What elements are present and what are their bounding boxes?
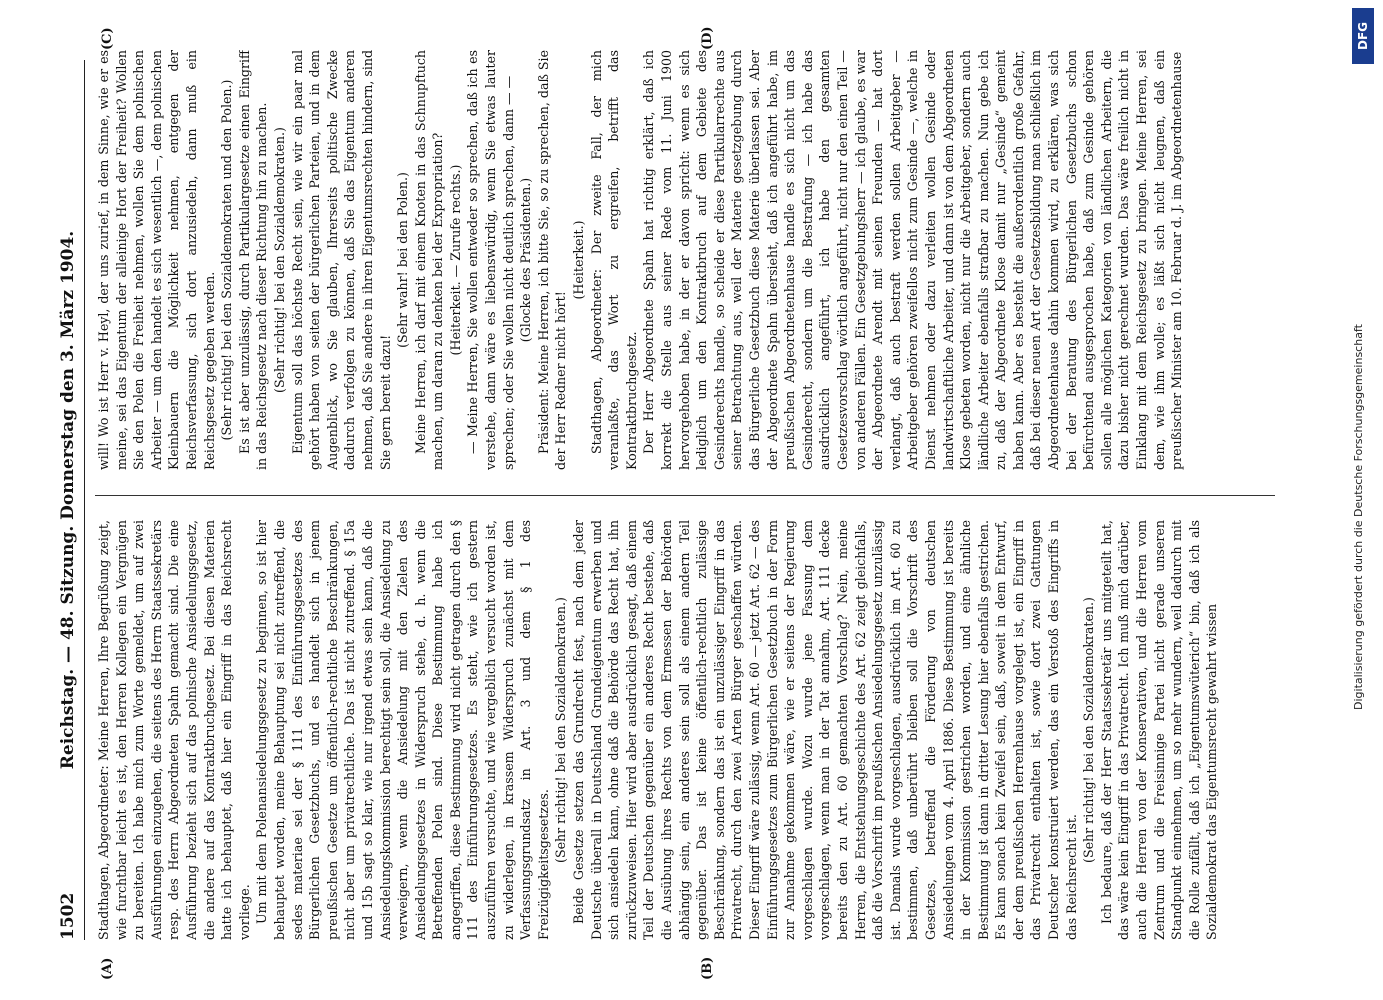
margin-marker-c: (C) [100, 27, 115, 50]
page-number: 1502 [58, 892, 78, 940]
dfg-logo-text: DFG [1356, 22, 1370, 51]
interjection: (Sehr richtig! bei den Sozialdemokraten.) [271, 127, 287, 393]
digitization-note [1352, 70, 1374, 710]
column-rule [95, 495, 1275, 496]
paragraph: Stadthagen, Abgeordneter: Meine Herren, Ihre Begrüßung zeigt, wie furchtbar leicht es ist, den Herren Kollegen ein Vergnügen zu bereiten. Ich habe mich zum Worte gemeldet, um auf zwei Ausführungen einzugehen, die seitens des Herrn Staatssekretärs resp. des Herrn Abgeordneten Spahn gemacht sind. Die eine Ausführung bezieht sich auf das polnische Ansiedelungsgesetz, die andere auf das Kontraktbruchgesetz. Bei diesen Materien hatte ich behauptet, daß hier ein Eingriff in das Reichsrecht vorliege. [96, 520, 252, 940]
margin-marker-b: (B) [700, 956, 715, 980]
paragraph: Ich bedaure, daß der Herr Staatssekretär uns mitgeteilt hat, das wäre kein Eingriff in das Privatrecht. Ich muß mich darüber, auch die Herren von der Konservativen, und die Herren vom Zentrum und die Freisinnige Partei nicht gerade unseren Standpunkt einnehmen, um so mehr wundern, weil dadurch mit die Rolle zufällt, daß ich „Eigentumswüterich“ bin, daß ich als Sozialdemokrat das Eigentumsrecht gewahrt wissen [1098, 520, 1220, 940]
digitization-note-text: Digitalisierung gefördert durch die Deutsche Forschungsgemeinschaft [1352, 324, 1365, 710]
page-header [58, 60, 80, 940]
paragraph: Um mit dem Polenansiedelungsgesetz zu beginnen, so ist hier behauptet worden, meine Behauptung sei nicht zutreffend, die sedes materiae sei der § 111 des Einführungsgesetzes des Bürgerlichen Gesetzbuchs, und es handelt sich in jenem preußischen Gesetze um öffentlich-rechtliche Beschränkungen, nicht aber um privatrechtliche. Das ist nicht zutreffend. § 15a und 15b sagt so klar, wie nur irgend etwas sein kann, daß die Ansiedelungskommission berechtigt sein soll, die Ansiedelung zu verweigern, wenn die Ansiedelung mit den Zielen des Ansiedelungsgesetzes in Widerspruch stehe, d. h. wenn die Betreffenden Polen sind. Diese Bestimmung habe ich angegriffen, diese Bestimmung wird nicht getragen durch den § 111 des Einführungsgesetzes. Es steht, wie ich gestern auszuführen versuchte, und wie vergeblich versucht worden ist, zu widerlegen, in krassem Widerspruch zunächst mit dem Verfassungsgrundsatz in Art. 3 und dem § 1 des Freizügigkeitsgesetzes. [254, 520, 551, 940]
interjection: (Heiterkeit.) [571, 220, 587, 300]
left-column [95, 520, 1275, 940]
interjection: (Sehr wahr! bei den Polen.) [395, 172, 411, 348]
paragraph: Es ist aber unzulässig, durch Partikulargesetze einen Eingriff in das Reichsgesetz nach dieser Richtung hin zu machen. [236, 50, 270, 470]
interjection: (Sehr richtig! bei den Sozialdemokraten und den Polen.) [219, 79, 235, 441]
paragraph: — Meine Herren, Sie wollen entweder so sprechen, daß ich es verstehe, dann wäre es liebenswürdig, wenn Sie etwas lauter sprechen; oder Sie wollen nicht deutlich sprechen, dann — — [465, 50, 516, 470]
paragraph: Präsident: Meine Herren, ich bitte Sie, so zu sprechen, daß Sie der Herr Redner nicht hört! [535, 50, 569, 470]
paragraph: Stadthagen, Abgeordneter: Der zweite Fall, der mich veranlaßte, das Wort zu ergreifen, betrifft das Kontraktbruchgesetz. [588, 50, 639, 470]
paragraph: Beide Gesetze setzen das Grundrecht fest, nach dem jeder Deutsche überall in Deutschland Grundeigentum erwerben und sich ansiedeln kann, ohne daß die Behörde das Recht hat, ihn zurückzuweisen. Hier wird aber ausdrücklich gesagt, daß einem Teil der Deutschen gegenüber ein anderes Recht bestehe, daß die Ausübung ihres Rechts von dem Ermessen der Behörden abhängig sein, ein anderes sein soll als einem andern Teil gegenüber. Das ist keine öffentlich-rechtlich zulässige Beschränkung, sondern das ist ein unzulässiger Eingriff in das Privatrecht, durch den zwei Arten Bürger geschaffen würden. Dieser Eingriff wäre zulässig, wenn Art. 60 — jetzt Art. 62 — des Einführungsgesetzes zum Bürgerlichen Gesetzbuch in der Form zur Annahme gekommen wäre, wie er seitens der Regierung vorgeschlagen wurde. Wozu wurde jene Fassung dem vorgeschlagen, wenn man in der Tat annahm, Art. 111 decke bereits den zu Art. 60 gemachten Vorschlag? Nein, meine Herren, die Entstehungsgeschichte des Art. 62 zeigt gleichfalls, daß die Vorschrift im preußischen Ansiedelungsgesetz unzulässig ist. Damals wurde vorgeschlagen, ausdrücklich im Art. 60 zu bestimmen, daß unberührt bleiben soll die Vorschrift des Gesetzes, betreffend die Förderung von deutschen Ansiedelungen vom 4. April 1886. Diese Bestimmung ist bereits in der Kommission gestrichen worden, und eine ähnliche Bestimmung ist dann in dritter Lesung hier ebenfalls gestrichen. Es kann sonach kein Zweifel sein, daß, soweit in dem Entwurf, der dem preußischen Herrenhause vorgelegt ist, ein Eingriff in das Privatrecht enthalten ist, sowie dort zwei Gattungen Deutscher konstruiert werden, das ein Verstoß des Eingriffs in das Reichsrecht ist. [571, 520, 1079, 940]
dfg-logo [1352, 8, 1374, 64]
margin-marker-a: (A) [100, 957, 115, 980]
interjection: (Glocke des Präsidenten.) [518, 177, 534, 343]
margin-marker-d: (D) [700, 26, 715, 50]
paragraph: Meine Herren, ich darf mit einem Knoten in das Schnupftuch machen, um daran zu denken bei der Expropriation? [412, 50, 446, 470]
right-column [95, 50, 1275, 470]
paragraph: will! Wo ist Herr v. Heyl, der uns zurief, in dem Sinne, wie er es meine, sei das Eigentum der alleinige Hort der Freiheit? Wollen Sie den Polen die Freiheit nehmen, wollen Sie dem polnischen Arbeiter — um den handelt es sich wesentlich —, dem polnischen Kleinbauern die Möglichkeit nehmen, entgegen der Reichsverfassung, sich dort anzusiedeln, dann muß ein Reichsgesetz gegeben werden. [96, 50, 217, 470]
interjection: (Heiterkeit. — Zurufe rechts.) [447, 164, 463, 356]
interjection: (Sehr richtig! bei den Sozialdemokraten.) [1081, 597, 1097, 863]
interjection: (Sehr richtig! bei den Sozialdemokraten.) [553, 597, 569, 863]
paragraph: Eigentum soll das höchste Recht sein, wie wir ein paar mal gehört haben von seiten der bürgerlichen Parteien, und in dem Augenblick, wo Sie glauben, Ihrerseits politische Zwecke dadurch verfolgen zu können, daß Sie das Eigentum anderen nehmen, daß Sie andere in ihren Eigentumsrechten hindern, sind Sie gern bereit dazu! [289, 50, 393, 470]
paragraph: Der Herr Abgeordnete Spahn hat richtig erklärt, daß ich korrekt die Stelle aus seiner Rede vom 11. Juni 1900 hervorgehoben habe, in der er davon spricht: wenn es sich lediglich um den Kontraktbruch auf dem Gebiete des Gesinderechts handle, so scheide er diese Partikularrechte aus seiner Betrachtung aus, weil der Materie gesetzgebung durch das Bürgerliche Gesetzbuch diese Materie überlassen sei. Aber der Abgeordnete Spahn übersieht, daß ich angeführt habe, im preußischen Abgeordnetenhause handle es sich nicht um das Gesinderecht, sondern um die Bestrafung — ich habe das ausdrücklich angeführt, ich habe den gesamten Gesetzesvorschlag wörtlich angeführt, nicht nur den einen Teil — von anderen Fällen. Ein Gesetzgebungsherr — ich glaube, es war der Abgeordnete Arendt mit seinen Freunden — hat dort verlangt, daß auch bestraft werden sollen Arbeitgeber — Arbeitgeber gehören zweifellos nicht zum Gesinde —, welche in Dienst nehmen oder dazu verleiten wollen Gesinde oder landwirtschaftliche Arbeiter, und dann ist von dem Abgeordneten Klose gebeten worden, nicht nur die Arbeitgeber, sondern auch ländliche Arbeiter ebenfalls strafbar zu machen. Nun gebe ich zu, daß der Abgeordnete Klose damit nur „Gesinde“ gemeint haben kann. Aber es besteht die außerordentlich große Gefahr, daß bei dieser neuen Art der Gesetzesbildung man schließlich im Abgeordnetenhause dahin kommen wird, zu erklären, was sich bei der Beratung des Bürgerlichen Gesetzbuchs schon befürchtend ausgesprochen habe, daß zum Gesinde gehören sollen alle möglichen Kategorien von ländlichen Arbeitern, die dazu bisher nicht gerechnet wurden. Das wäre freilich nicht in Einklang mit dem Reichsgesetz zu bringen. Meine Herren, sei dem, wie ihm wolle; es läßt sich nicht leugnen, daß ein preußischer Minister am 10. Februar d. J. im Abgeordnetenhause [641, 50, 1185, 470]
header-rule [84, 60, 85, 940]
running-head: Reichstag. — 48. Sitzung. Donnerstag den 3. März 1904. [58, 230, 78, 770]
